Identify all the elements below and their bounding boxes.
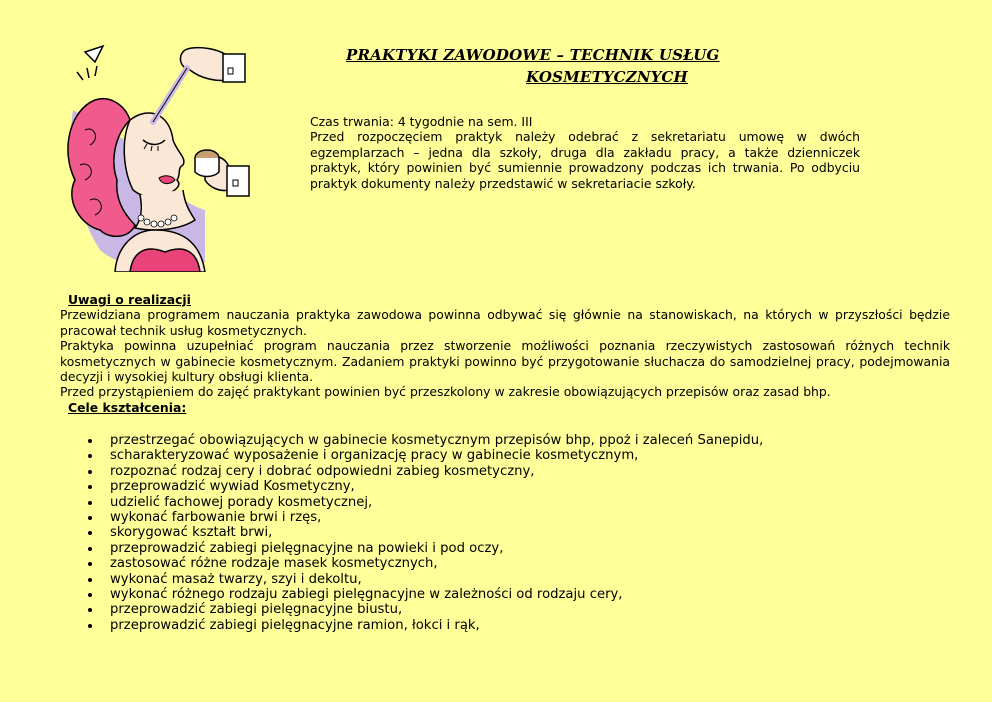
- remarks-paragraph: Przed przystąpieniem do zajęć praktykant powinien być przeszkolony w zakresie obowiązujących przepisów oraz zasad bhp.: [60, 384, 831, 400]
- page-title: [330, 44, 750, 88]
- list-item: wykonać różnego rodzaju zabiegi pielęgnacyjne w zależności od rodzaju cery,: [110, 587, 890, 602]
- list-item: wykonać masaż twarzy, szyi i dekoltu,: [110, 572, 890, 587]
- list-item: udzielić fachowej porady kosmetycznej,: [110, 495, 890, 510]
- goals-list: [66, 433, 890, 633]
- intro-section: [310, 114, 860, 191]
- duration-text: Czas trwania: 4 tygodnie na sem. III: [310, 114, 533, 129]
- list-item: zastosować różne rodzaje masek kosmetycznych,: [110, 556, 890, 571]
- remarks-heading: Uwagi o realizacji: [68, 292, 191, 307]
- list-item: przeprowadzić zabiegi pielęgnacyjne ramion, łokci i rąk,: [110, 618, 890, 633]
- remarks-paragraph: Praktyka powinna uzupełniać program nauczania przez stworzenie możliwości poznania rzeczywistych zastosowań różnych technik kosmetycznych w gabinecie kosmetycznym. Zadaniem praktyki powinno być przygotowanie słuchacza do samodzielnej pracy, podejmowania decyzji i wysokiej kultury obsługi klienta.: [60, 338, 950, 385]
- list-item: przeprowadzić zabiegi pielęgnacyjne na powieki i pod oczy,: [110, 541, 890, 556]
- intro-body: Przed rozpoczęciem praktyk należy odebrać z sekretariatu umowę w dwóch egzemplarzach – jedna dla szkoły, druga dla zakładu pracy, a także dzienniczek praktyk, który powinien być sumiennie prowadzony podczas ich trwania. Po odbyciu praktyk dokumenty należy przedstawić w sekretariacie szkoły.: [310, 129, 860, 191]
- list-item: przeprowadzić zabiegi pielęgnacyjne biustu,: [110, 602, 890, 617]
- list-item: przestrzegać obowiązujących w gabinecie kosmetycznym przepisów bhp, ppoż i zaleceń Sanepidu,: [110, 433, 890, 448]
- remarks-paragraph: Przewidziana programem nauczania praktyka zawodowa powinna odbywać się głównie na stanowiskach, na których w przyszłości będzie pracował technik usług kosmetycznych.: [60, 307, 950, 338]
- list-item: wykonać farbowanie brwi i rzęs,: [110, 510, 890, 525]
- goals-heading: Cele kształcenia:: [68, 399, 187, 415]
- list-item: przeprowadzić wywiad Kosmetyczny,: [110, 479, 890, 494]
- cosmetic-treatment-illustration: [55, 40, 265, 272]
- title-line-1: PRAKTYKI ZAWODOWE – TECHNIK USŁUG: [346, 46, 720, 64]
- list-item: rozpoznać rodzaj cery i dobrać odpowiedni zabieg kosmetyczny,: [110, 464, 890, 479]
- list-item: skorygować kształt brwi,: [110, 525, 890, 540]
- title-line-2: KOSMETYCZNYCH: [526, 68, 688, 86]
- list-item: scharakteryzować wyposażenie i organizację pracy w gabinecie kosmetycznym,: [110, 448, 890, 463]
- remarks-section: [60, 292, 950, 415]
